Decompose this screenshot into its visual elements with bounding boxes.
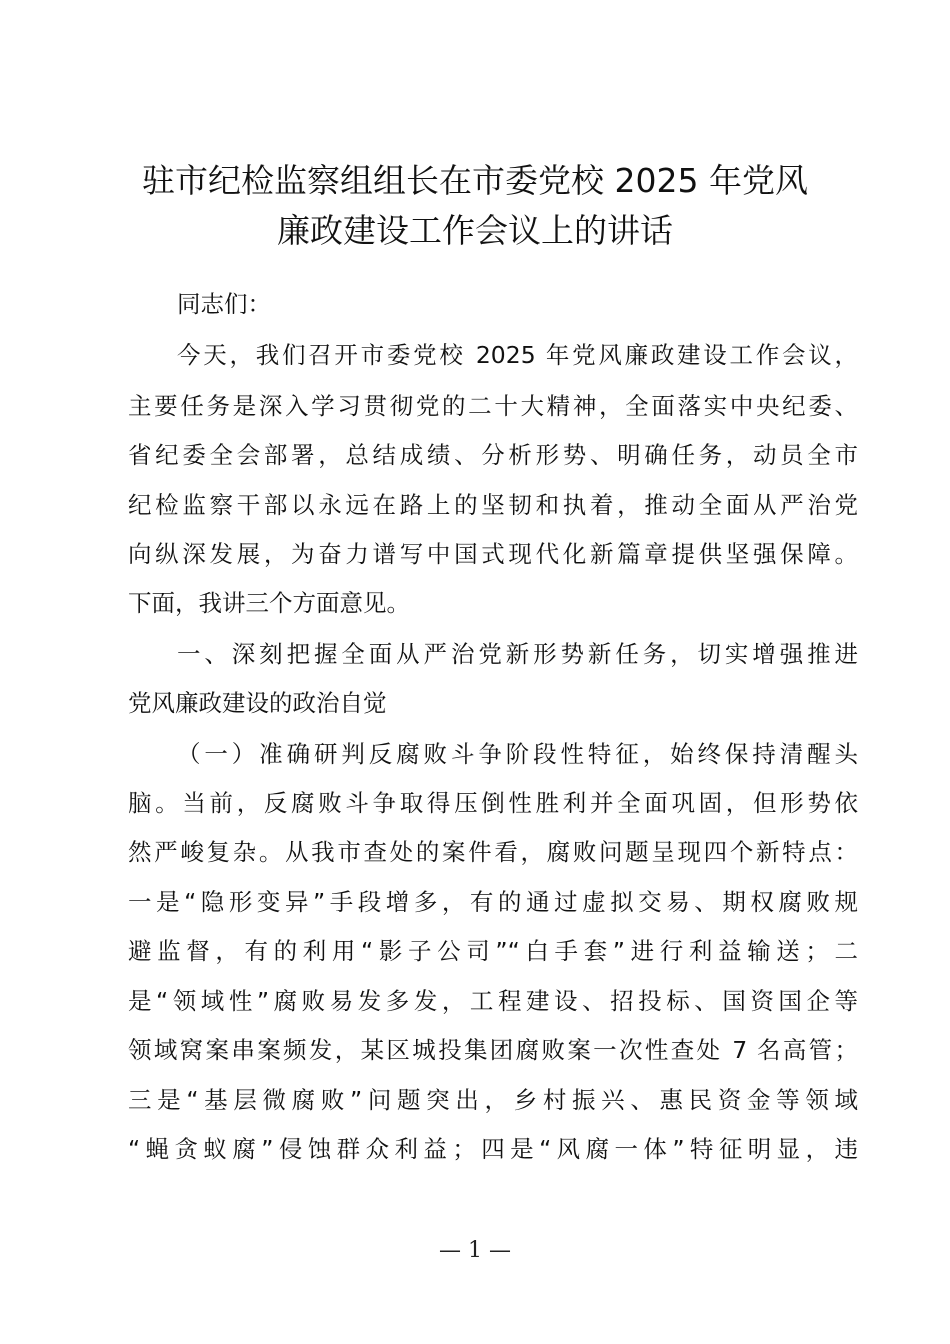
page-number: — 1 — [439,1238,511,1263]
paragraph-line: 然严峻复杂。从我市查处的案件看，腐败问题呈现四个新特点： [128,838,858,866]
document-title-line-2: 廉政建设工作会议上的讲话 [277,211,673,250]
paragraph-line: 是“领域性”腐败易发多发，工程建设、招投标、国资国企等 [128,987,858,1015]
paragraph-line: 一是“隐形变异”手段增多，有的通过虚拟交易、期权腐败规 [128,888,858,916]
paragraph-line: 纪检监察干部以永远在路上的坚韧和执着，推动全面从严治党 [128,491,858,519]
section-heading-line: 一、深刻把握全面从严治党新形势新任务，切实增强推进 [177,640,858,668]
section-heading-line: 党风廉政建设的政治自觉 [128,689,387,717]
paragraph-line: 领域窝案串案频发，某区城投集团腐败案一次性查处 7 名高管； [128,1036,858,1064]
salutation: 同志们： [177,290,271,318]
paragraph-line: 三是“基层微腐败”问题突出，乡村振兴、惠民资金等领域 [128,1086,858,1114]
document-title-line-1: 驻市纪检监察组组长在市委党校 2025 年党风 [142,161,808,200]
paragraph-line: 下面，我讲三个方面意见。 [128,589,410,617]
paragraph-line: 向纵深发展，为奋力谱写中国式现代化新篇章提供坚强保障。 [128,540,858,568]
paragraph-line: （一）准确研判反腐败斗争阶段性特征，始终保持清醒头 [177,740,858,768]
paragraph-line: 主要任务是深入学习贯彻党的二十大精神，全面落实中央纪委、 [128,392,858,420]
paragraph-line: 脑。当前，反腐败斗争取得压倒性胜利并全面巩固，但形势依 [128,789,858,817]
paragraph-line: 今天，我们召开市委党校 2025 年党风廉政建设工作会议， [177,341,858,369]
paragraph-line: 省纪委全会部署，总结成绩、分析形势、明确任务，动员全市 [128,441,858,469]
paragraph-line: 避监督，有的利用“影子公司”“白手套”进行利益输送；二 [128,937,858,965]
paragraph-line: “蝇贪蚁腐”侵蚀群众利益；四是“风腐一体”特征明显，违 [128,1135,858,1163]
